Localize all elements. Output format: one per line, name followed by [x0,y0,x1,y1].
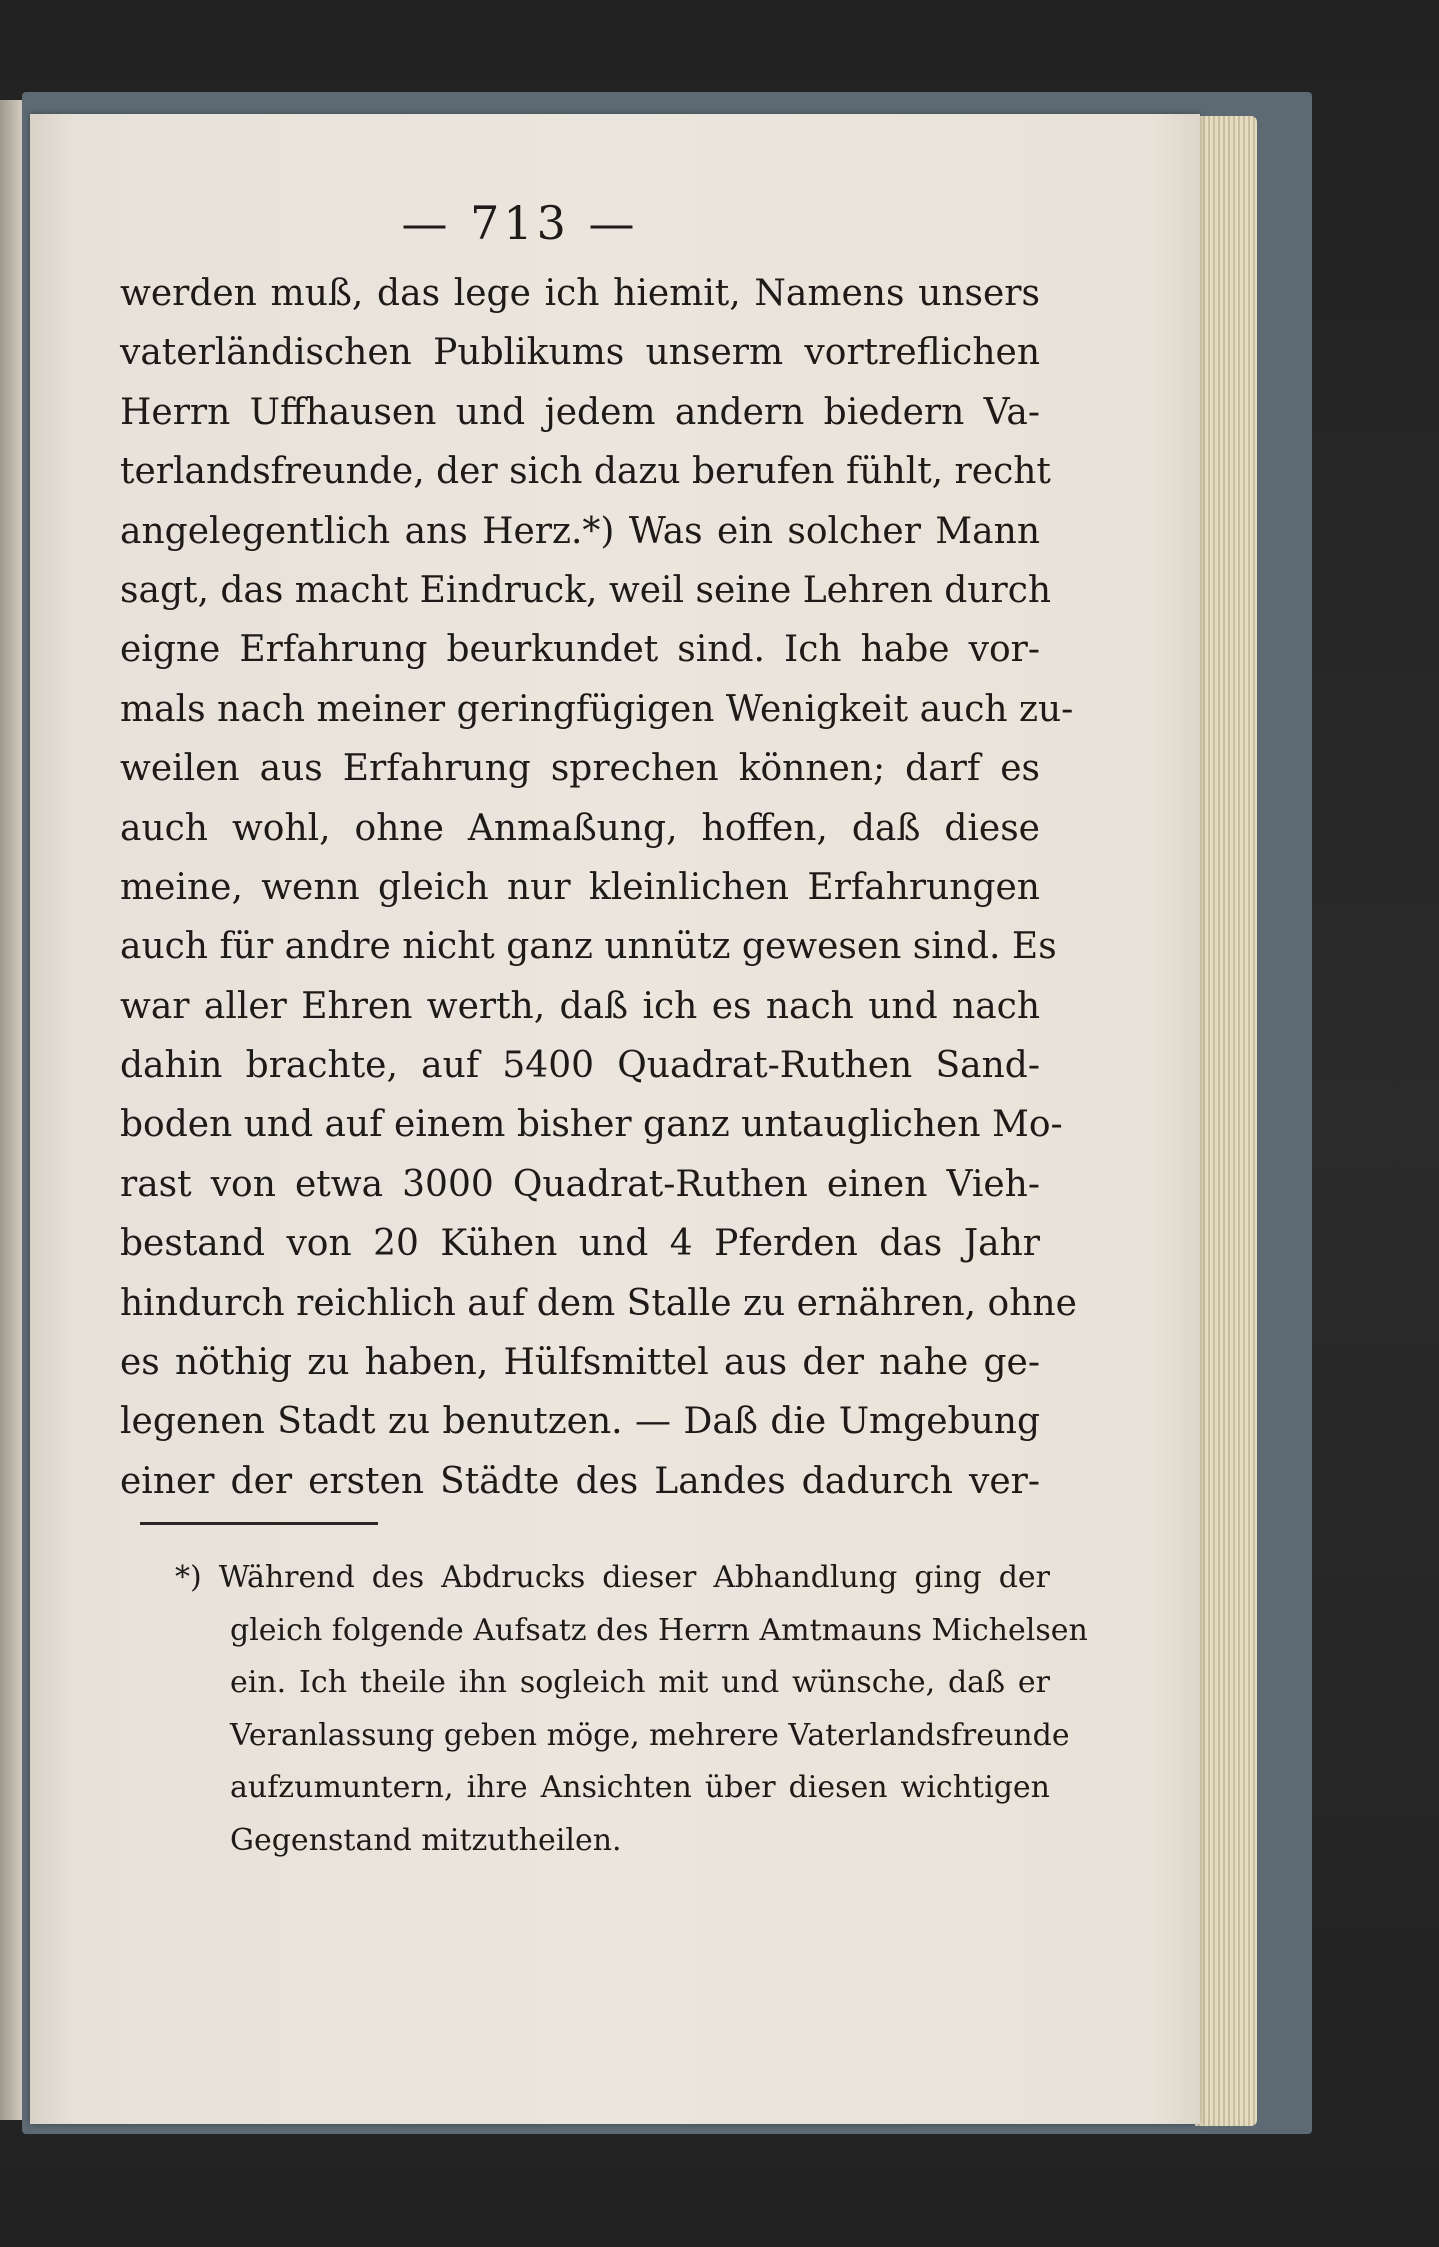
text-line: eigne Erfahrung beurkundet sind. Ich habe vor- [120,629,1040,671]
footnote-line: aufzumuntern, ihre Ansichten über diesen wichtigen [230,1770,1050,1805]
footnote-line: *) Während des Abdrucks dieser Abhandlung ging der [175,1560,1050,1595]
footnote-rule [140,1522,378,1525]
text-line: bestand von 20 Kühen und 4 Pferden das Jahr [120,1223,1040,1265]
page-edges [1195,116,1257,2126]
footnote-line: Gegenstand mitzutheilen. [230,1822,622,1858]
text-line: dahin brachte, auf 5400 Quadrat-Ruthen Sand- [120,1045,1040,1087]
footnote-line: gleich folgende Aufsatz des Herrn Amtmauns Michelsen [230,1612,1088,1648]
text-line: weilen aus Erfahrung sprechen können; darf es [120,748,1040,790]
book-page [30,114,1200,2124]
text-line: mals nach meiner geringfügigen Wenigkeit auch zu- [120,688,1074,730]
text-line: auch für andre nicht ganz unnütz gewesen sind. Es [120,926,1057,968]
text-line: terlandsfreunde, der sich dazu berufen fühlt, recht [120,451,1051,493]
footnote-line: Veranlassung geben möge, mehrere Vaterlandsfreunde [230,1717,1070,1753]
text-line: angelegentlich ans Herz.*) Was ein solcher Mann [120,510,1040,552]
page-number: — 713 — [401,196,639,250]
text-line: boden und auf einem bisher ganz untauglichen Mo- [120,1104,1063,1146]
text-line: meine, wenn gleich nur kleinlichen Erfahrungen [120,866,1040,908]
text-line: vaterländischen Publikums unserm vortreflichen [120,332,1040,374]
text-line: einer der ersten Städte des Landes dadurch ver- [120,1460,1040,1502]
text-line: auch wohl, ohne Anmaßung, hoffen, daß diese [120,807,1040,849]
text-line: Herrn Uffhausen und jedem andern biedern Va- [120,391,1040,433]
text-line: legenen Stadt zu benutzen. — Daß die Umgebung [120,1401,1040,1443]
text-line: hindurch reichlich auf dem Stalle zu ernähren, ohne [120,1282,1077,1324]
text-line: rast von etwa 3000 Quadrat-Ruthen einen Vieh- [120,1163,1040,1205]
text-line: war aller Ehren werth, daß ich es nach und nach [120,985,1040,1027]
text-line: es nöthig zu haben, Hülfsmittel aus der nahe ge- [120,1342,1040,1384]
text-line: sagt, das macht Eindruck, weil seine Lehren durch [120,569,1052,611]
body-text [120,264,1077,1511]
footnote [145,1552,1088,1867]
footnote-line: ein. Ich theile ihn sogleich mit und wünsche, daß er [230,1665,1050,1700]
text-line: werden muß, das lege ich hiemit, Namens unsers [120,273,1040,314]
